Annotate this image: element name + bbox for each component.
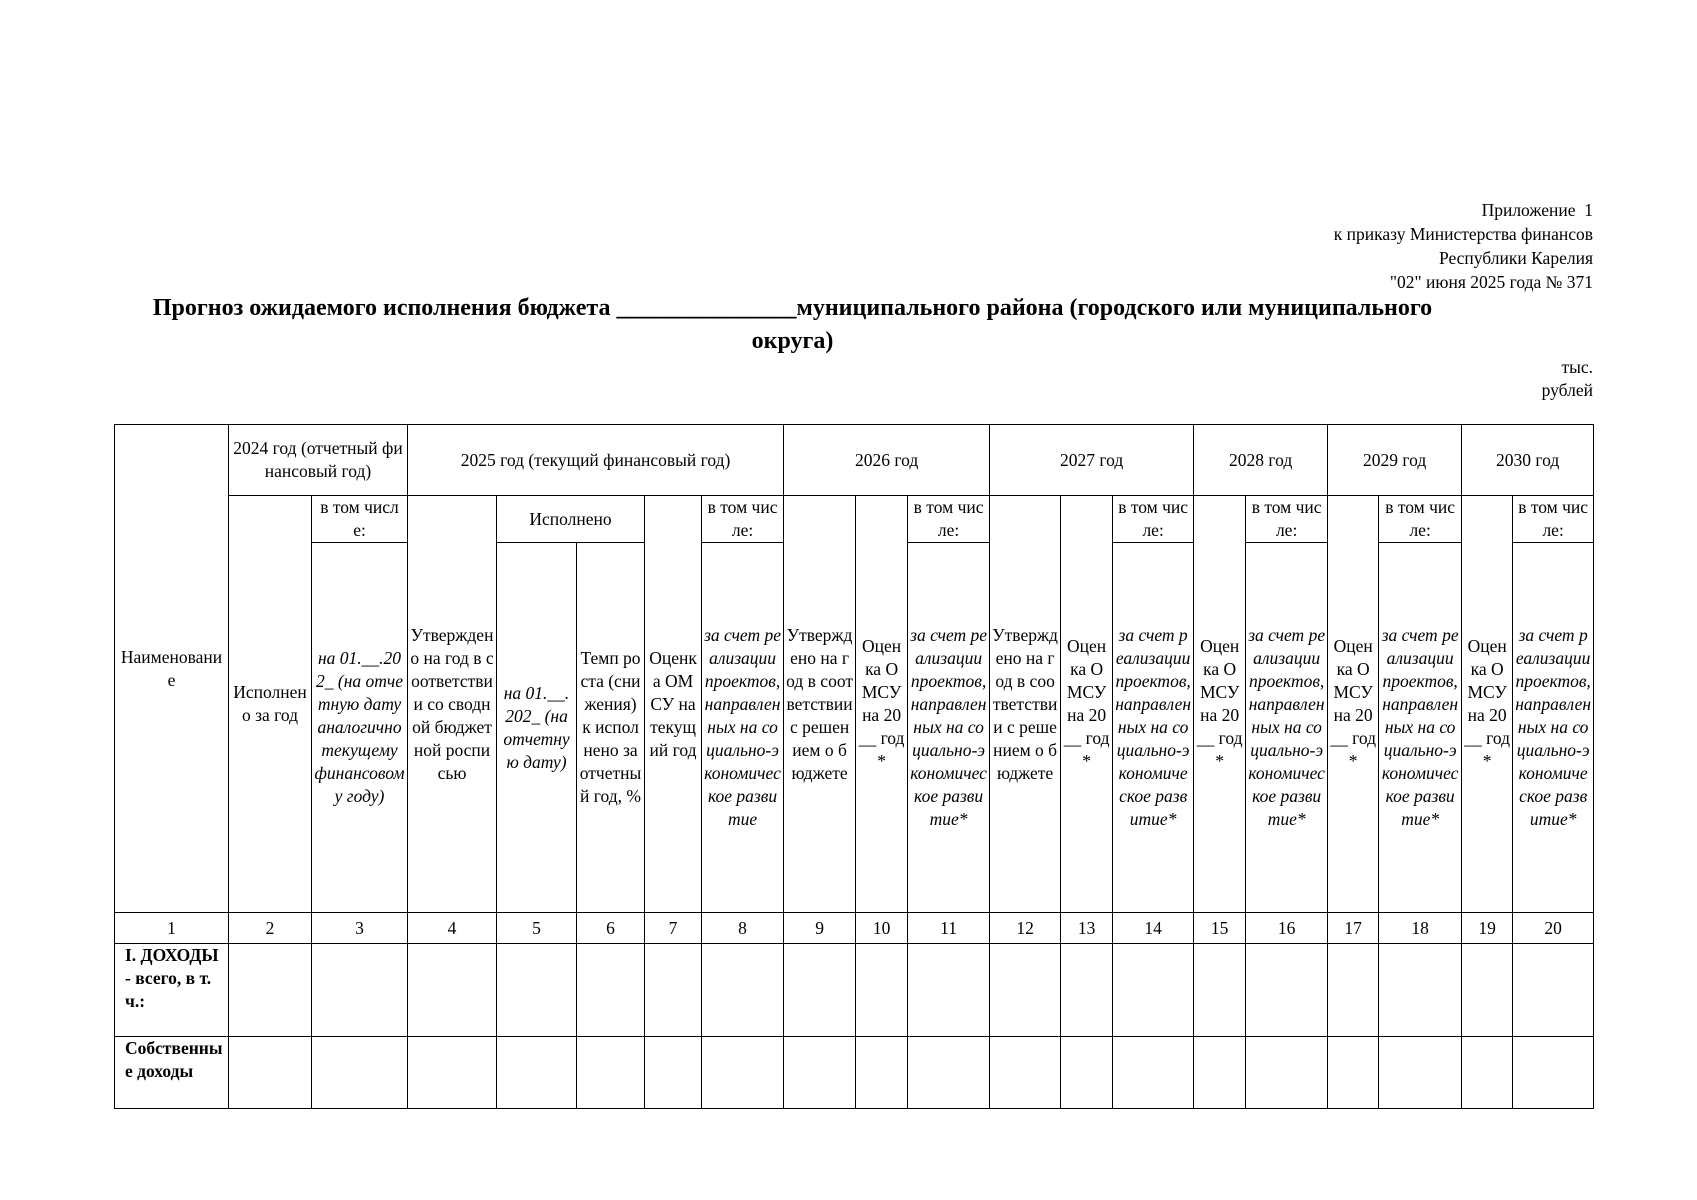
header-estimate-2026: Оценка ОМСУ на 20__ год* (856, 496, 908, 913)
header-incl-2027: в том числе: (1113, 496, 1194, 543)
header-2029: 2029 год (1328, 425, 1462, 496)
col-number: 5 (497, 913, 577, 944)
column-numbers-row (115, 913, 1594, 944)
appendix-header (1334, 198, 1593, 294)
col-number: 7 (645, 913, 702, 944)
row-label-income-total: I. ДОХОДЫ - всего, в т.ч.: (115, 944, 229, 1037)
col-number: 19 (1462, 913, 1513, 944)
col-number: 17 (1328, 913, 1379, 944)
header-estimate-2028: Оценка ОМСУ на 20__ год* (1194, 496, 1246, 913)
header-2027: 2027 год (990, 425, 1194, 496)
header-projects-2026: за счет реализации проектов, направленных на социально-экономическое развитие* (908, 543, 990, 913)
header-approved-2026: Утверждено на год в соответствии с решением о бюджете (784, 496, 856, 913)
row-label-own-income: Собственные доходы (115, 1037, 229, 1109)
header-on-date: на 01.__. 202_ (на отчетную дату) (497, 543, 577, 913)
header-projects-2028: за счет реализации проектов, направленных на социально-экономическое развитие* (1246, 543, 1328, 913)
col-number: 14 (1113, 913, 1194, 944)
header-incl-2028: в том числе: (1246, 496, 1328, 543)
header-2030: 2030 год (1462, 425, 1594, 496)
header-growth-rate: Темп роста (снижения) к исполнено за отчетный год, % (577, 543, 645, 913)
col-number: 4 (408, 913, 497, 944)
header-incl-2025: в том числе: (702, 496, 784, 543)
appendix-line-3: Республики Карелия (1438, 248, 1593, 268)
units-label: тыс. рублей (1541, 357, 1593, 400)
col-number: 3 (312, 913, 408, 944)
header-2025: 2025 год (текущий финансовый год) (408, 425, 784, 496)
header-2026: 2026 год (784, 425, 990, 496)
header-projects-2029: за счет реализации проектов, направленных на социально-экономическое развитие* (1379, 543, 1462, 913)
header-exec-year: Исполнено за год (229, 496, 312, 913)
header-incl-2026: в том числе: (908, 496, 990, 543)
header-estimate-2030: Оценка ОМСУ на 20__ год* (1462, 496, 1513, 913)
header-estimate-current: Оценка ОМСУ на текущий год (645, 496, 702, 913)
header-on-date-prev: на 01.__.202_ (на отчетную дату аналогично текущему финансовому году) (312, 543, 408, 913)
header-name: Наименование (115, 425, 229, 913)
appendix-line-2: к приказу Министерства финансов (1333, 224, 1593, 244)
budget-forecast-table (114, 424, 1594, 1109)
col-number: 16 (1246, 913, 1328, 944)
header-2024: 2024 год (отчетный финансовый год) (229, 425, 408, 496)
header-approved-2027: Утверждено на год в соответствии с решением о бюджете (990, 496, 1061, 913)
document-title: Прогноз ожидаемого исполнения бюджета _______________муниципального района (городского или муниципального округа) (152, 295, 1433, 354)
header-projects-2027: за счет реализации проектов, направленных на социально-экономическое развитие* (1113, 543, 1194, 913)
col-number: 12 (990, 913, 1061, 944)
col-number: 1 (115, 913, 229, 944)
table-row (115, 944, 1594, 1037)
header-estimate-2027: Оценка ОМСУ на 20__ год* (1061, 496, 1113, 913)
appendix-line-1: Приложение 1 (1481, 200, 1593, 220)
header-incl-2029: в том числе: (1379, 496, 1462, 543)
header-estimate-2029: Оценка ОМСУ на 20__ год* (1328, 496, 1379, 913)
col-number: 18 (1379, 913, 1462, 944)
header-executed: Исполнено (497, 496, 645, 543)
col-number: 11 (908, 913, 990, 944)
table-row (115, 1037, 1594, 1109)
header-projects-2030: за счет реализации проектов, направленных на социально-экономическое развитие* (1513, 543, 1594, 913)
col-number: 9 (784, 913, 856, 944)
appendix-line-4: "02" июня 2025 года № 371 (1389, 272, 1593, 292)
header-projects-2025: за счет реализации проектов, направленных на социально-экономическое развитие (702, 543, 784, 913)
col-number: 6 (577, 913, 645, 944)
col-number: 8 (702, 913, 784, 944)
header-2028: 2028 год (1194, 425, 1328, 496)
col-number: 13 (1061, 913, 1113, 944)
header-approved-2025: Утверждено на год в соответствии со сводной бюджетной росписью (408, 496, 497, 913)
col-number: 10 (856, 913, 908, 944)
col-number: 2 (229, 913, 312, 944)
header-incl-2024: в том числе: (312, 496, 408, 543)
header-incl-2030: в том числе: (1513, 496, 1594, 543)
col-number: 20 (1513, 913, 1594, 944)
col-number: 15 (1194, 913, 1246, 944)
